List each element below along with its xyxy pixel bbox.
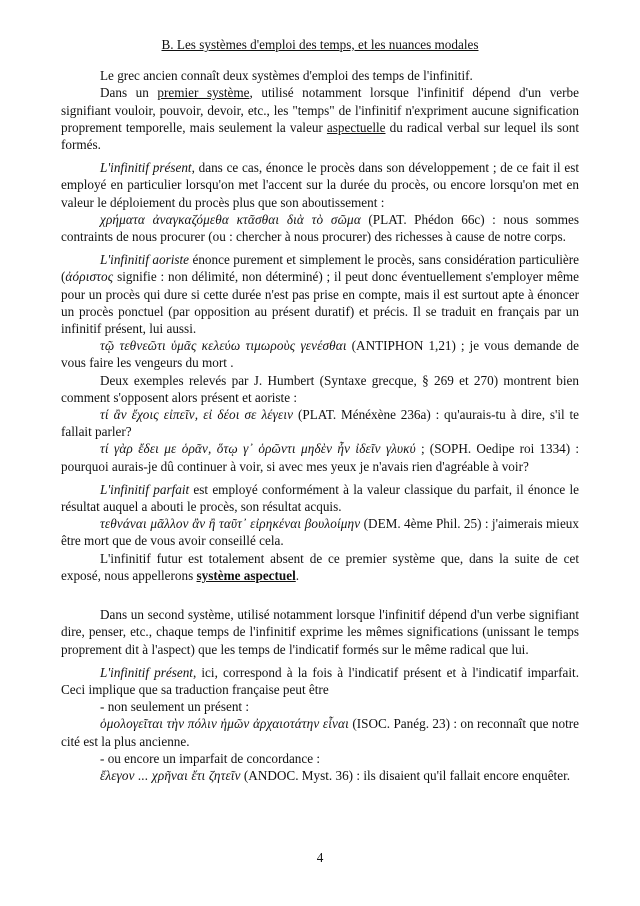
- list-item-present: - non seulement un présent :: [100, 699, 250, 715]
- page-number: 4: [316, 850, 324, 865]
- example-demosthene: τεθνάναι μᾶλλον ἂν ἢ ταῦτ᾽ εἰρηκέναι βουλοίμην (DEM. 4ème Phil. 25) : j'aimerais mieux être mort que de vous avoir conseillé cela.: [61, 516, 579, 549]
- example-isocrate: ὁμολογεῖται τὴν πόλιν ἡμῶν ἀρχαιοτάτην εἶναι (ISOC. Panég. 23) : on reconnaît que notre cité est la plus ancienne.: [61, 716, 579, 749]
- paragraph-second-present: L'infinitif présent, ici, correspond à la fois à l'indicatif présent et à l'indicatif imparfait. Ceci implique que sa traduction française peut être: [61, 664, 579, 697]
- term-systeme-aspectuel: système aspectuel: [196, 567, 296, 583]
- term-aspectuelle: aspectuelle: [326, 119, 386, 135]
- example-andocide: ἔλεγον ... χρῆναι ἔτι ζητεῖν (ANDOC. Myst. 36) : ils disaient qu'il fallait encore enquêter.: [100, 767, 571, 783]
- example-phedon: χρήματα ἀναγκαζόμεθα κτᾶσθαι διὰ τὸ σῶμα (PLAT. Phédon 66c) : nous sommes contraints de nous procurer (ou : chercher à nous procurer) des richesses à cause de notre corps.: [61, 211, 580, 245]
- list-item-imparfait: - ou encore un imparfait de concordance :: [100, 750, 321, 766]
- paragraph-first-system: Dans un premier système, utilisé notamment lorsque l'infinitif dépend d'un verbe signifiant vouloir, pouvoir, devoir, etc., les "temps" de l'infinitif n'expriment aucune signification proprement temporelle, mais seulement la valeur aspectuelle du radical verbal sur lequel ils sont formés.: [61, 85, 579, 153]
- paragraph-infinitif-parfait: L'infinitif parfait est employé conformément à la valeur classique du parfait, il énonce le résultat auquel a abouti le procès, son résultat acquis.: [61, 481, 579, 515]
- paragraph-humbert: Deux exemples relevés par J. Humbert (Syntaxe grecque, § 269 et 270) montrent bien comment s'opposent alors présent et aoriste :: [61, 372, 579, 405]
- paragraph-infinitif-futur: L'infinitif futur est totalement absent de ce premier système que, dans la suite de cet exposé, nous appellerons système aspectuel.: [61, 550, 579, 583]
- term-premier-systeme: premier système: [157, 85, 250, 101]
- paragraph-infinitif-aoriste: L'infinitif aoriste énonce purement et simplement le procès, sans considération particulière (ἀόριστος signifie : non délimité, non déterminé) ; il peut donc éventuellement s'employer même pour un procès qui dure si cette durée n'est pas prise en compte, mais il est surtout apte à énoncer un procès ponctuel (par opposition au présent duratif) et précis. Il se traduit en français par un infinitif présent, lui aussi.: [61, 252, 580, 337]
- paragraph-infinitif-present: L'infinitif présent, dans ce cas, énonce le procès dans son développement ; de ce fait il est employé en particulier lorsqu'on met l'accent sur la durée du procès, ou encore lorsqu'on met en valeur le déploiement du procès plus que son aboutissement :: [61, 160, 579, 210]
- document-page: [61, 36, 579, 784]
- section-title: B. Les systèmes d'emploi des temps, et les nuances modales: [161, 37, 479, 52]
- paragraph-intro: Le grec ancien connaît deux systèmes d'emploi des temps de l'infinitif.: [100, 68, 473, 84]
- example-antiphon: τῷ τεθνεῶτι ὑμᾶς κελεύω τιμωροὺς γενέσθαι (ANTIPHON 1,21) ; je vous demande de vous faire les vengeurs du mort .: [61, 338, 579, 371]
- example-menexene: τί ἂν ἔχοις εἰπεῖν, εἰ δέοι σε λέγειν (PLAT. Ménéxène 236a) : qu'aurais-tu à dire, s'il te fallait parler?: [61, 407, 580, 440]
- paragraph-second-system: Dans un second système, utilisé notamment lorsque l'infinitif dépend d'un verbe signifiant dire, penser, etc., chaque temps de l'infinitif exprime les mêmes significations (unissant le temps proprement dit à l'aspect) que les temps de l'indicatif formés sur le même radical que lui.: [61, 607, 579, 657]
- example-oedipe: τί γὰρ ἔδει με ὁρᾶν, ὅτῳ γ᾽ ὁρῶντι μηδὲν ἦν ἰδεῖν γλυκύ ; (SOPH. Oedipe roi 1334) : pourquoi aurais-je dû continuer à voir, si avec mes yeux je n'avais rien d'agréable à voir?: [61, 441, 579, 474]
